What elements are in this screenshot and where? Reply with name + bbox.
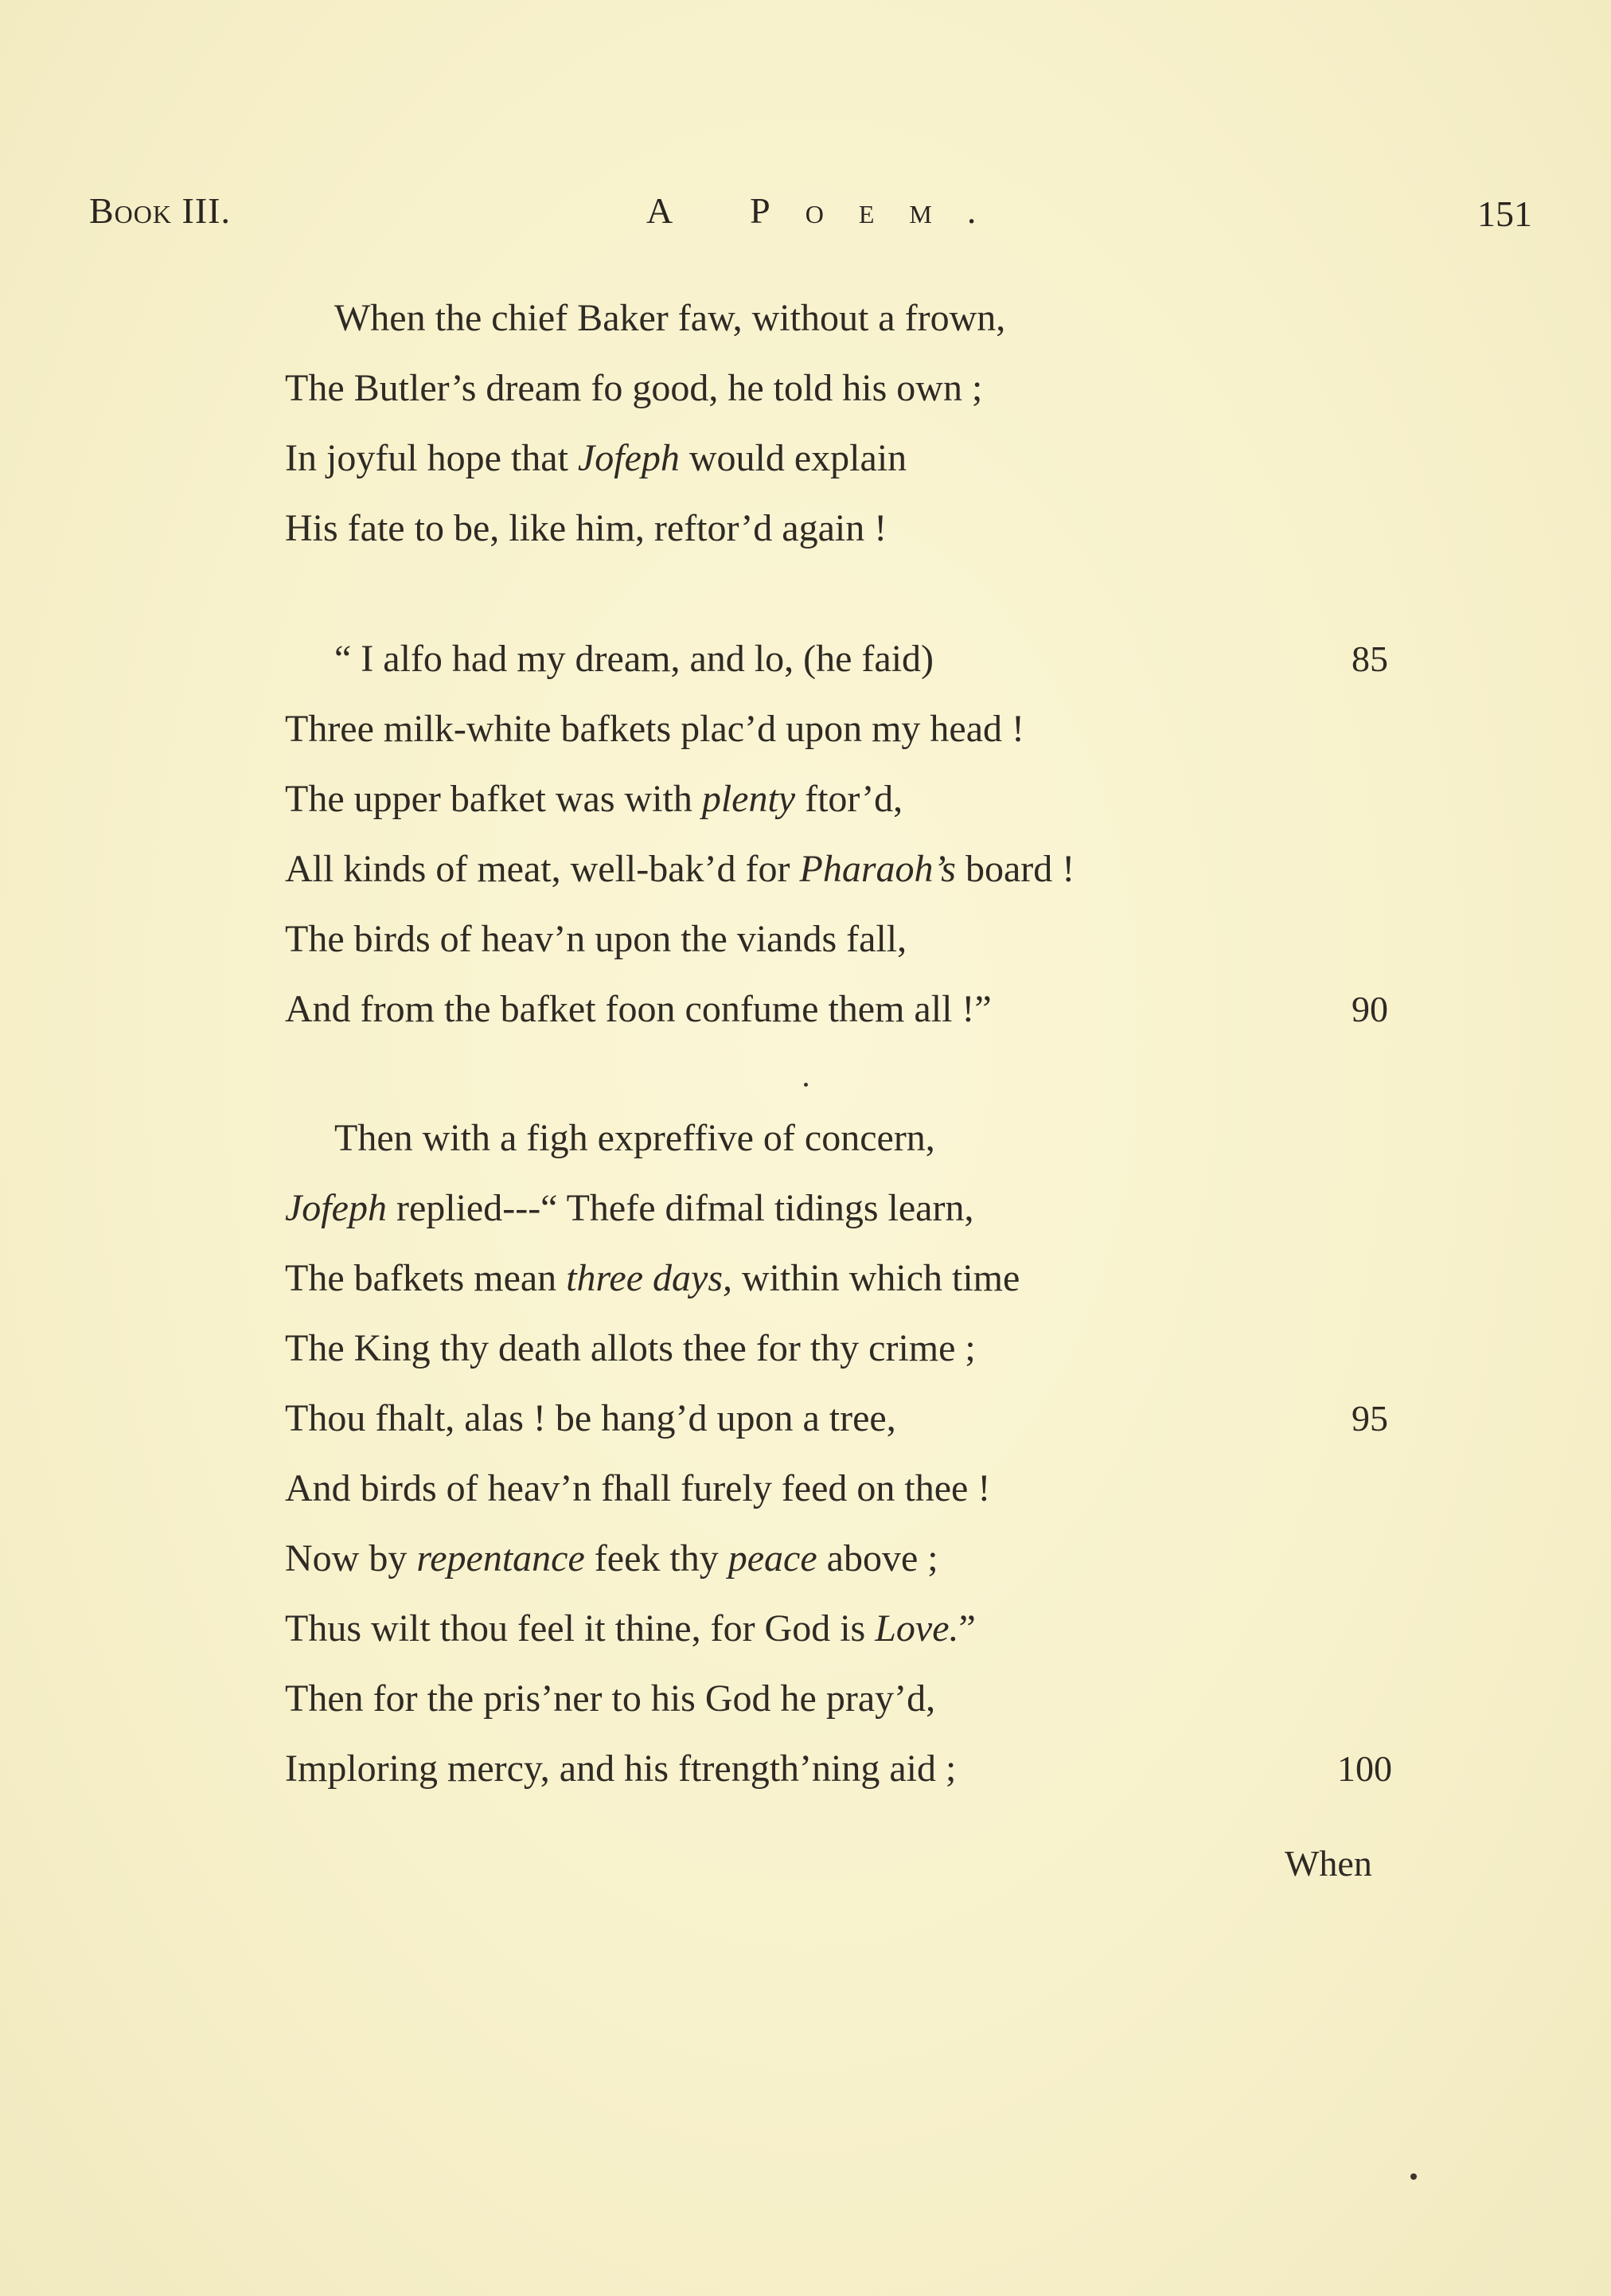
line-text: ftor’d, [795,778,903,820]
poem-line [285,1734,1415,1804]
line-text: The upper bafket was with [285,778,702,820]
line-number: 90 [1352,989,1388,1029]
line-number: 85 [1352,638,1388,679]
poem-line [285,764,1415,834]
line-text: The birds of heav’n upon the viands fall, [285,918,907,960]
book-word: Book [89,190,173,231]
poem-line [285,1664,1415,1734]
line-text: Then for the pris’ner to his God he pray’d, [285,1677,936,1720]
line-text: board ! [955,848,1075,890]
line-text: “ I alfo had my dream, and lo, (he faid) [334,638,934,680]
poem-line [285,424,1415,494]
poem-line [285,1594,1415,1664]
line-text: above ; [817,1537,938,1579]
line-number: 100 [1337,1748,1392,1789]
running-title: A Poem. [646,190,1012,231]
line-number: 95 [1352,1398,1388,1439]
poem-line [285,1454,1415,1524]
ink-speck [1410,2173,1417,2180]
line-text: feek thy [584,1537,728,1579]
poem-line [285,1314,1415,1384]
line-text: In joyful hope that [285,437,578,479]
italic-word: three days, [566,1257,733,1299]
book-number: III. [181,190,231,231]
page-number: 151 [1477,193,1532,234]
line-text: The Butler’s dream fo good, he told his own ; [285,367,983,409]
line-text: And birds of heav’n fhall furely feed on thee ! [285,1467,991,1509]
poem-line [285,904,1415,974]
line-text: Then with a figh expreffive of concern, [334,1117,935,1159]
italic-word: Jofeph [285,1187,387,1229]
line-text: ” [958,1607,976,1650]
poem-line [285,1524,1415,1594]
line-text: replied---“ Thefe difmal tidings learn, [386,1187,974,1229]
line-text: And from the bafket foon confume them all !” [285,988,992,1030]
stanza-2 [285,624,1415,1045]
italic-word: peace [727,1537,817,1579]
italic-word: Jofeph [577,437,680,479]
stanza-3 [285,1103,1415,1804]
book-label [89,189,231,232]
line-text: Now by [285,1537,417,1579]
line-text: would explain [679,437,907,479]
italic-word: repentance [416,1537,585,1579]
stanza-1 [285,283,1415,564]
line-text: Thus wilt thou feel it thine, for God is [285,1607,876,1650]
poem-line [285,1244,1415,1314]
line-text: All kinds of meat, well-bak’d for [285,848,800,890]
italic-word: plenty [701,778,796,820]
line-text: Thou fhalt, alas ! be hang’d upon a tree, [285,1397,896,1439]
running-header [0,189,1611,245]
italic-word: Pharaoh’s [799,848,956,890]
poem-line [285,494,1415,564]
line-text: His fate to be, like him, reftor’d again ! [285,507,887,549]
poem-line [285,624,1415,694]
poem-line [285,1103,1415,1173]
poem-line [285,1173,1415,1244]
poem-line [285,353,1415,424]
poem-line [285,974,1415,1045]
poem-line [285,694,1415,764]
line-text: When the chief Baker faw, without a frown, [334,297,1006,339]
poem-line [285,1384,1415,1454]
line-text: Three milk-white bafkets plac’d upon my head ! [285,708,1025,750]
line-text: within which time [732,1257,1020,1299]
ink-speck [804,1083,808,1087]
line-text: Imploring mercy, and his ftrength’ning aid ; [285,1747,957,1790]
poem-line [285,834,1415,904]
italic-word: Love. [875,1607,959,1650]
line-text: The bafkets mean [285,1257,567,1299]
catchword: When [1285,1843,1372,1884]
line-text: The King thy death allots thee for thy crime ; [285,1327,976,1369]
poem-line [285,283,1415,353]
